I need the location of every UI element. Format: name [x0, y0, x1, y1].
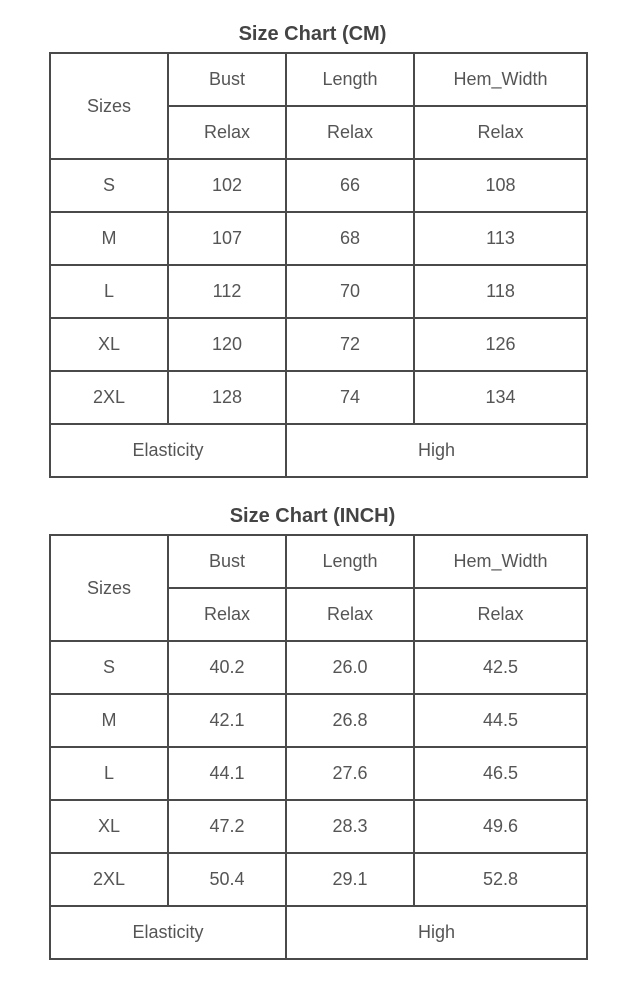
elasticity-value: High: [286, 906, 587, 959]
length-subheader: Relax: [286, 106, 414, 159]
bust-cell: 107: [168, 212, 286, 265]
size-cell: S: [50, 159, 168, 212]
table-row: [50, 318, 587, 371]
length-header: Length: [286, 535, 414, 588]
bust-cell: 112: [168, 265, 286, 318]
hem-width-cell: 134: [414, 371, 587, 424]
table-row: [50, 371, 587, 424]
length-cell: 72: [286, 318, 414, 371]
hem-width-cell: 118: [414, 265, 587, 318]
hem-width-cell: 108: [414, 159, 587, 212]
hem-width-cell: 126: [414, 318, 587, 371]
hem-width-cell: 44.5: [414, 694, 587, 747]
size-cell: S: [50, 641, 168, 694]
length-cell: 68: [286, 212, 414, 265]
hem-width-header: Hem_Width: [414, 535, 587, 588]
hem-width-cell: 52.8: [414, 853, 587, 906]
table-row: [50, 853, 587, 906]
size-cell: 2XL: [50, 371, 168, 424]
sizes-header: Sizes: [50, 535, 168, 641]
bust-cell: 50.4: [168, 853, 286, 906]
size-cell: XL: [50, 318, 168, 371]
length-cell: 70: [286, 265, 414, 318]
length-cell: 28.3: [286, 800, 414, 853]
length-cell: 26.8: [286, 694, 414, 747]
size-cell: L: [50, 747, 168, 800]
elasticity-row: [50, 906, 587, 959]
size-chart-inch-table: [49, 534, 588, 960]
bust-header: Bust: [168, 53, 286, 106]
bust-cell: 40.2: [168, 641, 286, 694]
bust-cell: 128: [168, 371, 286, 424]
table-row: [50, 800, 587, 853]
table-row: [50, 265, 587, 318]
size-cell: 2XL: [50, 853, 168, 906]
hem-width-subheader: Relax: [414, 106, 587, 159]
elasticity-label: Elasticity: [50, 906, 286, 959]
size-chart-inch-title: Size Chart (INCH): [229, 505, 396, 527]
bust-subheader: Relax: [168, 588, 286, 641]
bust-cell: 42.1: [168, 694, 286, 747]
hem-width-cell: 49.6: [414, 800, 587, 853]
table-row: [50, 212, 587, 265]
hem-width-subheader: Relax: [414, 588, 587, 641]
table-row: [50, 694, 587, 747]
table-row: [50, 641, 587, 694]
hem-width-cell: 46.5: [414, 747, 587, 800]
sizes-header: Sizes: [50, 53, 168, 159]
hem-width-header: Hem_Width: [414, 53, 587, 106]
size-cell: XL: [50, 800, 168, 853]
length-cell: 74: [286, 371, 414, 424]
length-cell: 27.6: [286, 747, 414, 800]
length-subheader: Relax: [286, 588, 414, 641]
table-row: [50, 159, 587, 212]
bust-cell: 102: [168, 159, 286, 212]
size-cell: L: [50, 265, 168, 318]
size-chart-cm-table: [49, 52, 588, 478]
header-row: [50, 535, 587, 588]
size-cell: M: [50, 694, 168, 747]
bust-subheader: Relax: [168, 106, 286, 159]
bust-cell: 120: [168, 318, 286, 371]
length-cell: 26.0: [286, 641, 414, 694]
header-row: [50, 53, 587, 106]
elasticity-row: [50, 424, 587, 477]
length-header: Length: [286, 53, 414, 106]
table-row: [50, 747, 587, 800]
bust-header: Bust: [168, 535, 286, 588]
size-chart-cm-title: Size Chart (CM): [238, 23, 387, 45]
bust-cell: 44.1: [168, 747, 286, 800]
length-cell: 29.1: [286, 853, 414, 906]
hem-width-cell: 113: [414, 212, 587, 265]
size-cell: M: [50, 212, 168, 265]
length-cell: 66: [286, 159, 414, 212]
elasticity-value: High: [286, 424, 587, 477]
bust-cell: 47.2: [168, 800, 286, 853]
hem-width-cell: 42.5: [414, 641, 587, 694]
elasticity-label: Elasticity: [50, 424, 286, 477]
